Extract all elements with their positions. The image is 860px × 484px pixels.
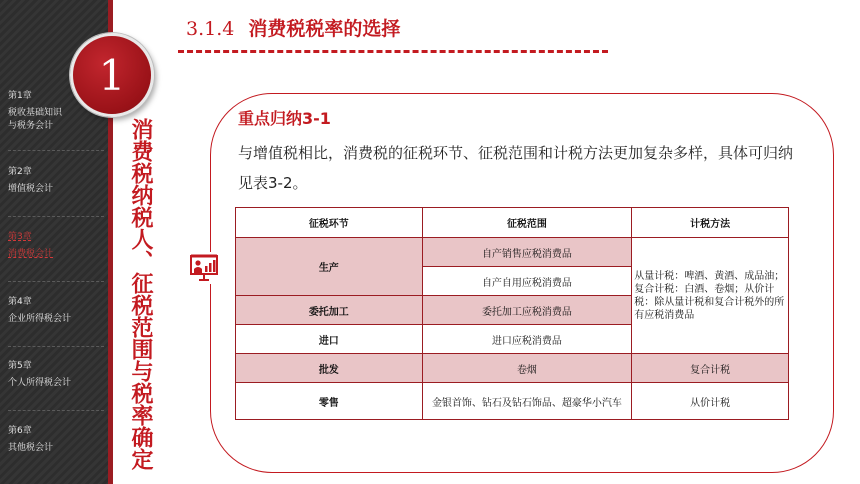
- chapter-name: 个人所得税会计: [8, 378, 72, 388]
- section-number: 3.1.4: [186, 18, 235, 40]
- table-header-row: [236, 208, 789, 238]
- stage-cell: 生产: [236, 238, 423, 296]
- chapter-name: 企业所得税会计: [8, 314, 72, 324]
- chapter-number: 第3章: [8, 232, 32, 242]
- page-title: [186, 14, 400, 41]
- sidebar-item-chapter-3[interactable]: [8, 231, 108, 261]
- consumption-tax-table: [235, 207, 789, 420]
- scope-cell: 自产销售应税消费品: [422, 238, 632, 267]
- chapter-number: 第4章: [8, 297, 32, 307]
- sidebar-item-chapter-2[interactable]: [8, 166, 108, 196]
- scope-cell: 卷烟: [422, 354, 632, 383]
- shared-method-cell: 从量计税：啤酒、黄酒、成品油；复合计税：白酒、卷烟；从价计税：除从量计税和复合计税外的所有应税消费品: [632, 238, 789, 354]
- chapter-name: 税收基础知识与税务会计: [8, 108, 63, 131]
- badge-number: 1: [98, 50, 126, 100]
- key-point-title: 重点归纳3-1: [238, 109, 331, 128]
- chapter-number: 第1章: [8, 91, 32, 101]
- stage-cell: 零售: [236, 383, 423, 420]
- stage-cell: 批发: [236, 354, 423, 383]
- table-row: [236, 238, 789, 267]
- scope-cell: 自产自用应税消费品: [422, 267, 632, 296]
- scope-cell: 进口应税消费品: [422, 325, 632, 354]
- chapter-name: 其他税会计: [8, 443, 54, 453]
- divider: [8, 346, 104, 347]
- chapter-name: 增值税会计: [8, 184, 54, 194]
- vertical-section-title: 消费税纳税人、征税范围与税率确定: [128, 118, 153, 470]
- title-underline: [178, 50, 608, 53]
- divider: [8, 281, 104, 282]
- divider: [8, 150, 104, 151]
- method-cell: 从价计税: [632, 383, 789, 420]
- stage-cell: 进口: [236, 325, 423, 354]
- stage-cell: 委托加工: [236, 296, 423, 325]
- chapter-number: 第6章: [8, 426, 32, 436]
- chapter-name: 消费税会计: [8, 249, 54, 259]
- table-row: [236, 354, 789, 383]
- divider: [8, 410, 104, 411]
- column-header: 征税环节: [236, 208, 423, 238]
- key-point-text: 与增值税相比，消费税的征税环节、征税范围和计税方法更加复杂多样，具体可归纳见表3-2。: [238, 144, 794, 192]
- column-header: 征税范围: [422, 208, 632, 238]
- sidebar-item-chapter-6[interactable]: [8, 425, 108, 455]
- divider: [8, 216, 104, 217]
- table-row: [236, 383, 789, 420]
- sidebar-item-chapter-4[interactable]: [8, 296, 108, 326]
- section-title: 消费税税率的选择: [248, 18, 401, 40]
- method-cell: 复合计税: [632, 354, 789, 383]
- column-header: 计税方法: [632, 208, 789, 238]
- scope-cell: 金银首饰、钻石及钻石饰品、超豪华小汽车: [422, 383, 632, 420]
- scope-cell: 委托加工应税消费品: [422, 296, 632, 325]
- chapter-number: 第5章: [8, 361, 32, 371]
- section-number-badge: [70, 33, 154, 117]
- presenter-board-icon: [185, 252, 222, 284]
- chapter-number: 第2章: [8, 167, 32, 177]
- sidebar-item-chapter-5[interactable]: [8, 360, 108, 390]
